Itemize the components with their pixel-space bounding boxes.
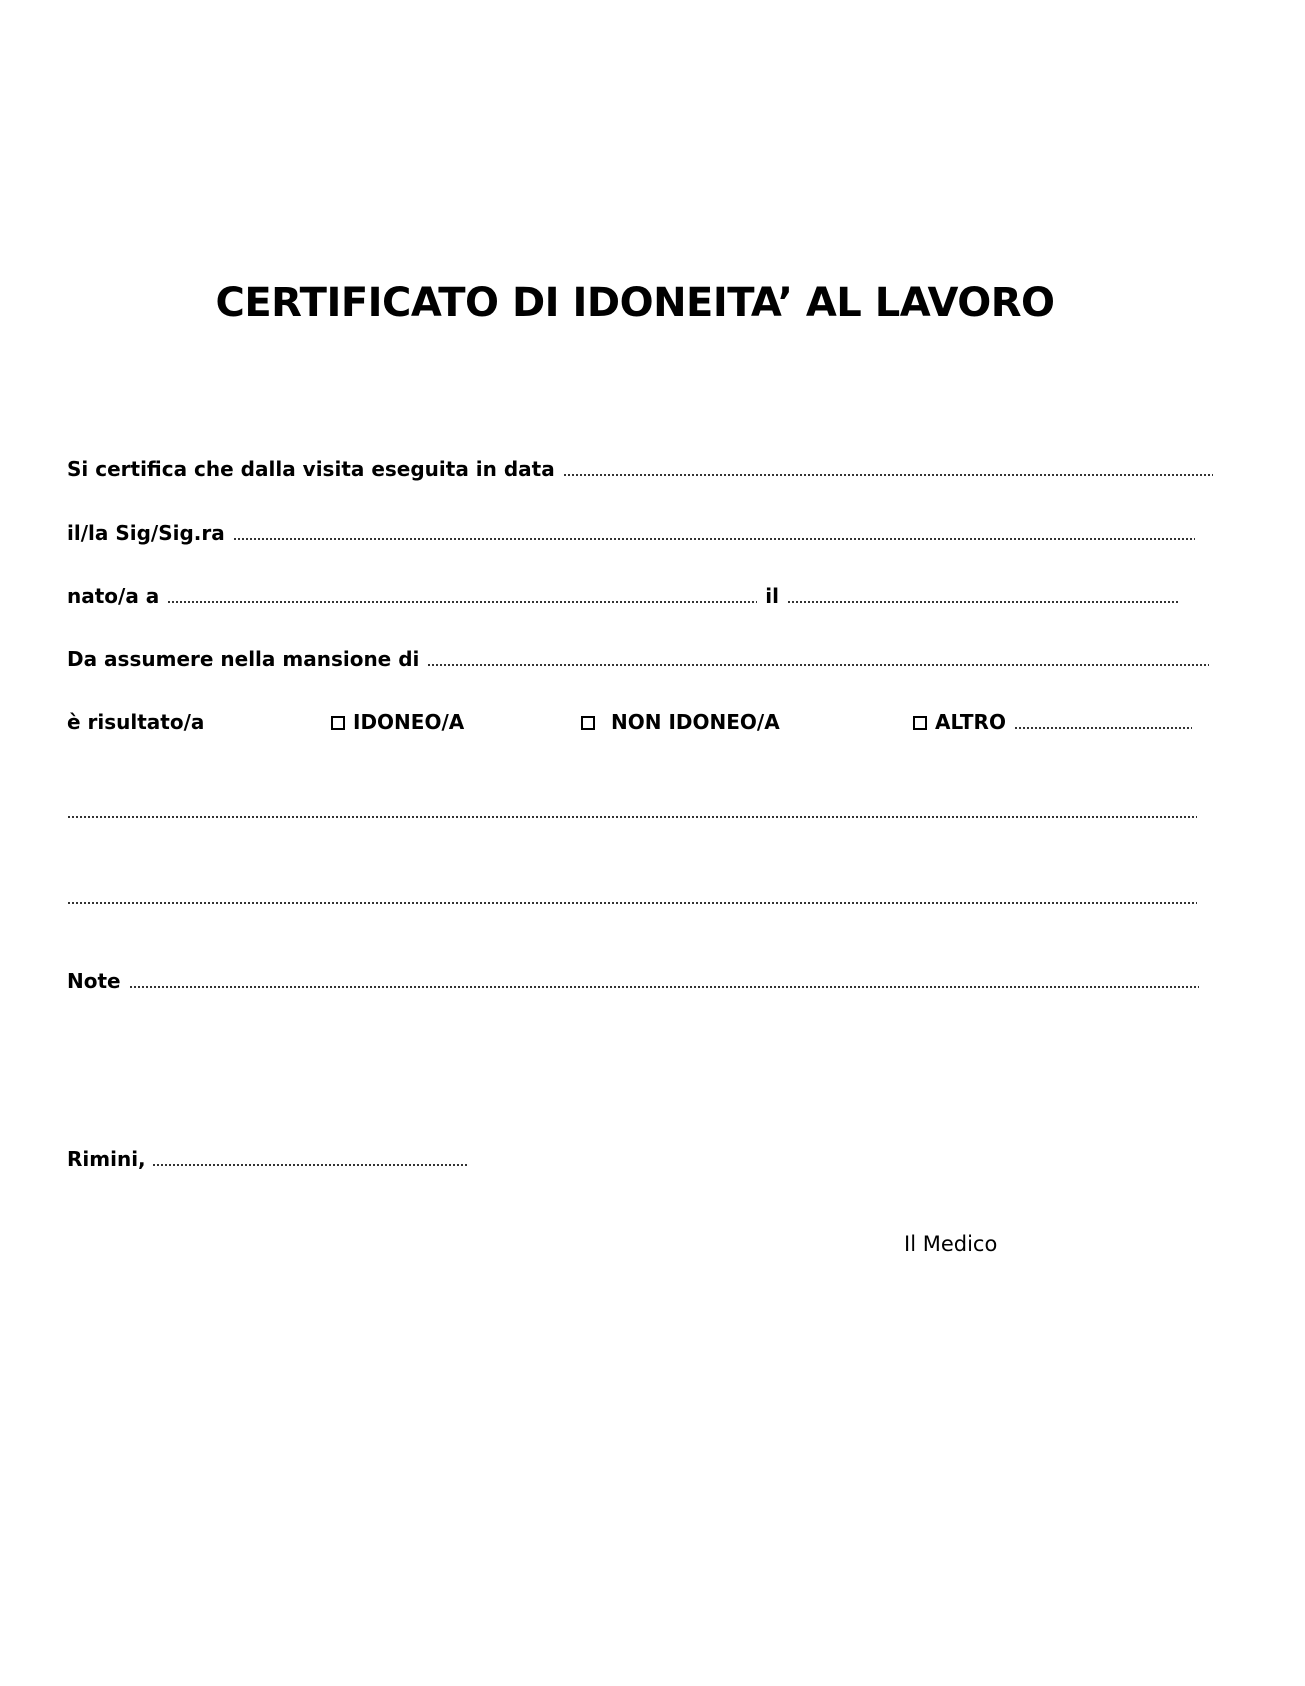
blank-line-1 bbox=[67, 793, 1197, 823]
other-label: ALTRO bbox=[935, 710, 1006, 734]
visit-date-field[interactable] bbox=[563, 474, 1213, 476]
blank-line-2 bbox=[67, 879, 1197, 909]
unfit-label: NON IDONEO/A bbox=[611, 710, 780, 734]
place-date-row bbox=[67, 1141, 468, 1171]
result-label: è risultato/a bbox=[67, 710, 205, 734]
certificate-title: CERTIFICATO DI IDONEITA’ AL LAVORO bbox=[215, 280, 1055, 326]
visit-date-label: Si certifica che dalla visita eseguita in data bbox=[67, 457, 555, 481]
unfit-checkbox[interactable] bbox=[581, 716, 595, 730]
option-fit bbox=[331, 704, 464, 734]
other-checkbox[interactable] bbox=[913, 716, 927, 730]
birth-date-label: il bbox=[765, 584, 780, 608]
name-field[interactable] bbox=[233, 538, 1195, 540]
visit-date-row bbox=[67, 451, 1213, 481]
name-row bbox=[67, 515, 1195, 545]
fit-checkbox[interactable] bbox=[331, 716, 345, 730]
birth-place-field[interactable] bbox=[167, 601, 757, 603]
role-field[interactable] bbox=[427, 664, 1209, 666]
other-field[interactable] bbox=[1014, 727, 1192, 729]
place-date-field[interactable] bbox=[152, 1164, 468, 1166]
birth-place-label: nato/a a bbox=[67, 584, 160, 608]
role-row bbox=[67, 641, 1209, 671]
role-label: Da assumere nella mansione di bbox=[67, 647, 420, 671]
notes-field[interactable] bbox=[129, 986, 1199, 988]
name-label: il/la Sig/Sig.ra bbox=[67, 521, 225, 545]
birth-date-field[interactable] bbox=[787, 601, 1179, 603]
option-unfit bbox=[581, 704, 780, 734]
place-label: Rimini, bbox=[67, 1147, 146, 1171]
birth-row bbox=[67, 578, 1179, 608]
notes-label: Note bbox=[67, 969, 121, 993]
option-other bbox=[913, 704, 1192, 734]
result-row bbox=[67, 704, 1197, 734]
blank-line-field-2[interactable] bbox=[67, 902, 1197, 904]
fit-label: IDONEO/A bbox=[353, 710, 465, 734]
signature-label: Il Medico bbox=[904, 1232, 998, 1256]
blank-line-field-1[interactable] bbox=[67, 816, 1197, 818]
notes-row bbox=[67, 963, 1199, 993]
